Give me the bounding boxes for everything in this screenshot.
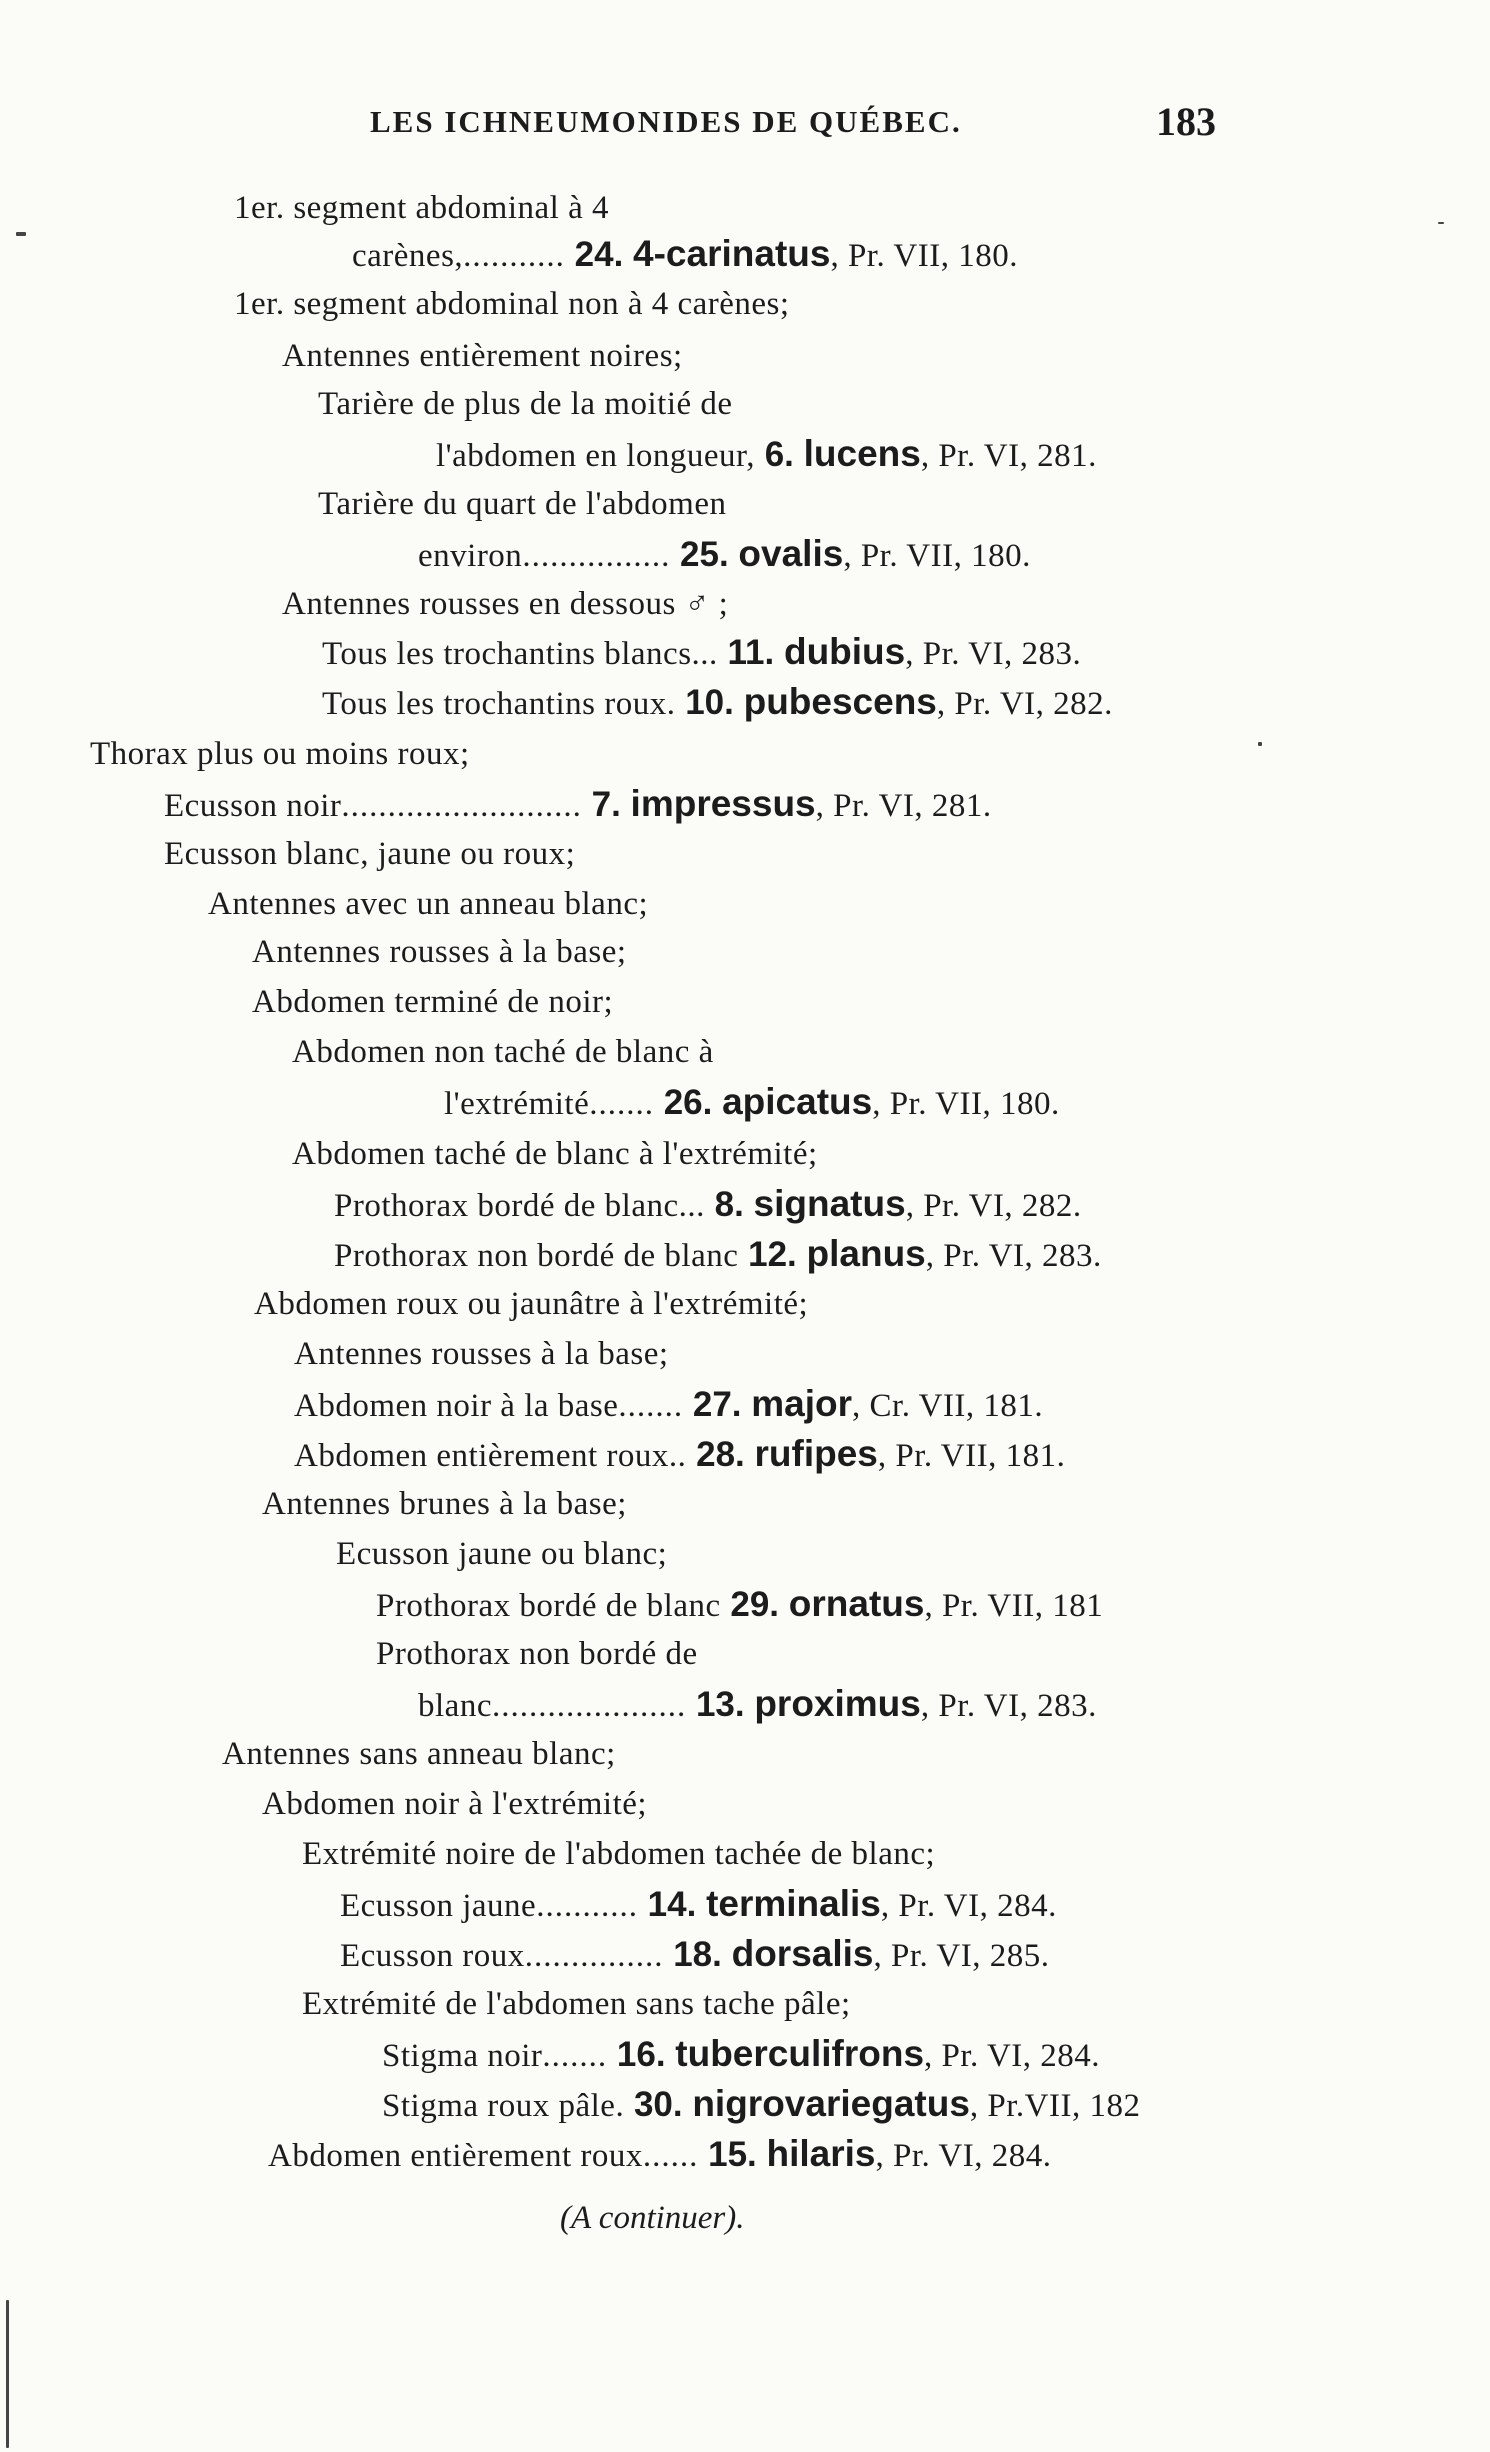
key-line [222,1734,616,1774]
species-name: signatus [753,1183,906,1224]
species-name: impressus [630,783,816,824]
dot-leader: .......................... [341,788,582,824]
species-number: 24. [564,235,634,274]
line-label: Stigma roux pâle. [382,2088,625,2124]
key-line [340,1934,1050,1976]
line-label: Antennes brunes à la base; [262,1486,627,1522]
key-line [322,682,1113,724]
species-name: apicatus [722,1081,873,1122]
line-label: blanc [418,1688,492,1724]
line-label: Ecusson jaune [340,1888,537,1924]
species-name: planus [806,1233,926,1274]
dot-leader: ....... [542,2038,608,2074]
species-name: major [751,1383,853,1424]
key-line [334,1184,1082,1226]
plate-reference: , Pr. VI, 285. [873,1938,1050,1974]
species-number: 16. [607,2035,676,2074]
continuation-note: (A continuer). [560,2200,745,2236]
key-line [268,2134,1052,2176]
line-label: Ecusson noir [164,788,342,824]
key-line [318,384,733,424]
plate-reference: , Pr. VI, 281. [920,438,1097,474]
plate-reference: , Pr. VII, 180. [843,538,1031,574]
species-number: 7. [581,785,631,824]
species-number: 30. [624,2085,693,2124]
line-label: Antennes avec un anneau blanc; [208,886,649,922]
plate-reference: , Pr. VI, 283. [905,636,1082,672]
key-line [252,932,627,972]
plate-reference: , Pr. VII, 180. [830,238,1018,274]
running-title: LES ICHNEUMONIDES DE QUÉBEC. [370,104,962,139]
plate-reference: , Pr. VI, 284. [875,2138,1052,2174]
species-number: 25. [670,535,739,574]
line-label: Thorax plus ou moins roux; [90,736,470,772]
line-label: Tous les trochantins roux. [322,686,676,722]
species-name: terminalis [706,1883,881,1924]
key-line [382,2034,1100,2076]
line-label: Extrémité de l'abdomen sans tache pâle; [302,1986,851,2022]
plate-reference: , Pr. VI, 284. [880,1888,1057,1924]
plate-reference: , Pr. VI, 283. [920,1688,1097,1724]
key-line [418,1684,1097,1726]
species-name: 4-carinatus [633,233,831,274]
key-line [376,1584,1103,1626]
scan-speck [1258,742,1262,746]
key-line [208,884,648,924]
key-line [302,1834,935,1874]
line-label: environ [418,538,523,574]
key-line [234,188,609,228]
key-line [418,534,1031,576]
species-number: 11. [717,633,784,672]
dot-leader: ............... [524,1938,664,1974]
species-number: 14. [637,1885,707,1924]
line-label: Ecusson jaune ou blanc; [336,1536,668,1572]
line-label: Tous les trochantins blancs... [322,636,718,672]
species-number: 27. [683,1385,752,1424]
line-label: Abdomen taché de blanc à l'extrémité; [292,1136,818,1172]
scan-edge-mark [6,2300,9,2448]
key-line [322,632,1081,674]
species-name: pubescens [743,681,937,722]
scan-speck [1438,222,1444,224]
key-line [252,982,613,1022]
dot-leader: ...... [642,2138,699,2174]
plate-reference: , Pr. VI, 282. [936,686,1113,722]
line-label: Antennes rousses en dessous ♂ ; [282,586,729,622]
line-label: Ecusson blanc, jaune ou roux; [164,836,576,872]
dot-leader: ................ [522,538,671,574]
key-line [294,1384,1043,1426]
species-name: ovalis [738,533,844,574]
line-label: l'abdomen en longueur, [436,438,755,474]
page-number: 183 [1156,99,1216,144]
plate-reference: , Cr. VII, 181. [852,1388,1044,1424]
line-label: Abdomen entièrement roux [268,2138,643,2174]
line-label: 1er. segment abdominal non à 4 carènes; [234,286,790,322]
dot-leader: ........... [536,1888,638,1924]
key-line [254,1284,808,1324]
plate-reference: , Pr.VII, 182 [969,2088,1141,2124]
species-number: 12. [738,1235,807,1274]
species-number: 26. [653,1083,723,1122]
plate-reference: , Pr. VI, 284. [924,2038,1101,2074]
dot-leader: ........... [463,238,565,274]
line-label: l'extrémité [444,1086,590,1122]
key-line [292,1032,714,1072]
line-label: Prothorax bordé de blanc... [334,1188,705,1224]
key-line [90,734,470,774]
key-line [382,2084,1141,2126]
line-label: Antennes sans anneau blanc; [222,1736,616,1772]
species-name: nigrovariegatus [692,2083,970,2124]
line-label: Abdomen noir à l'extrémité; [262,1786,648,1822]
line-label: Abdomen terminé de noir; [252,984,614,1020]
species-number: 29. [720,1585,789,1624]
species-name: rufipes [754,1433,878,1474]
species-number: 18. [663,1935,732,1974]
key-line [292,1134,818,1174]
line-label: 1er. segment abdominal à 4 [234,190,609,226]
line-label: Extrémité noire de l'abdomen tachée de blanc; [302,1836,936,1872]
key-line [302,1984,851,2024]
species-name: dubius [783,631,906,672]
line-label: Abdomen non taché de blanc à [292,1034,714,1070]
species-number: 6. [754,435,804,474]
key-line [234,284,790,324]
key-line [318,484,726,524]
line-label: Antennes rousses à la base; [294,1336,669,1372]
line-label: Abdomen roux ou jaunâtre à l'extrémité; [254,1286,809,1322]
key-line [282,336,683,376]
plate-reference: , Pr. VI, 283. [925,1238,1102,1274]
species-name: hilaris [766,2133,876,2174]
species-name: lucens [803,433,921,474]
key-line [334,1234,1102,1276]
line-label: Prothorax non bordé de [376,1636,698,1672]
plate-reference: , Pr. VII, 181 [924,1588,1104,1624]
key-line [340,1884,1057,1926]
key-line [282,584,728,624]
key-line [376,1634,698,1674]
plate-reference: , Pr. VI, 281. [815,788,992,824]
line-label: Tarière du quart de l'abdomen [318,486,727,522]
line-label: Abdomen entièrement roux.. [294,1438,687,1474]
species-number: 13. [686,1685,755,1724]
key-line [164,834,575,874]
line-label: Prothorax bordé de blanc [376,1588,721,1624]
species-number: 10. [675,683,744,722]
species-number: 8. [704,1185,754,1224]
plate-reference: , Pr. VII, 181. [877,1438,1066,1474]
plate-reference: , Pr. VI, 282. [905,1188,1082,1224]
dot-leader: ....... [589,1086,654,1122]
key-line [164,784,992,826]
scan-speck [16,232,26,236]
key-line [436,434,1097,476]
line-label: Stigma noir [382,2038,543,2074]
line-label: Antennes rousses à la base; [252,934,627,970]
plate-reference: , Pr. VII, 180. [872,1086,1060,1122]
key-line [336,1534,667,1574]
line-label: Ecusson roux [340,1938,525,1974]
line-label: Abdomen noir à la base [294,1388,619,1424]
key-line [294,1334,669,1374]
species-number: 28. [686,1435,755,1474]
key-line [444,1082,1060,1124]
species-name: proximus [754,1683,921,1724]
line-label: Tarière de plus de la moitié de [318,386,733,422]
species-number: 15. [698,2135,767,2174]
line-label: Antennes entièrement noires; [282,338,683,374]
line-label: Prothorax non bordé de blanc [334,1238,739,1274]
key-line [262,1784,647,1824]
dot-leader: ..................... [491,1688,687,1724]
species-name: dorsalis [731,1933,874,1974]
key-line [352,234,1018,276]
species-name: ornatus [788,1583,925,1624]
line-label: carènes, [352,238,464,274]
dot-leader: ....... [618,1388,684,1424]
key-line [262,1484,627,1524]
key-line [294,1434,1065,1476]
species-name: tuberculifrons [675,2033,925,2074]
